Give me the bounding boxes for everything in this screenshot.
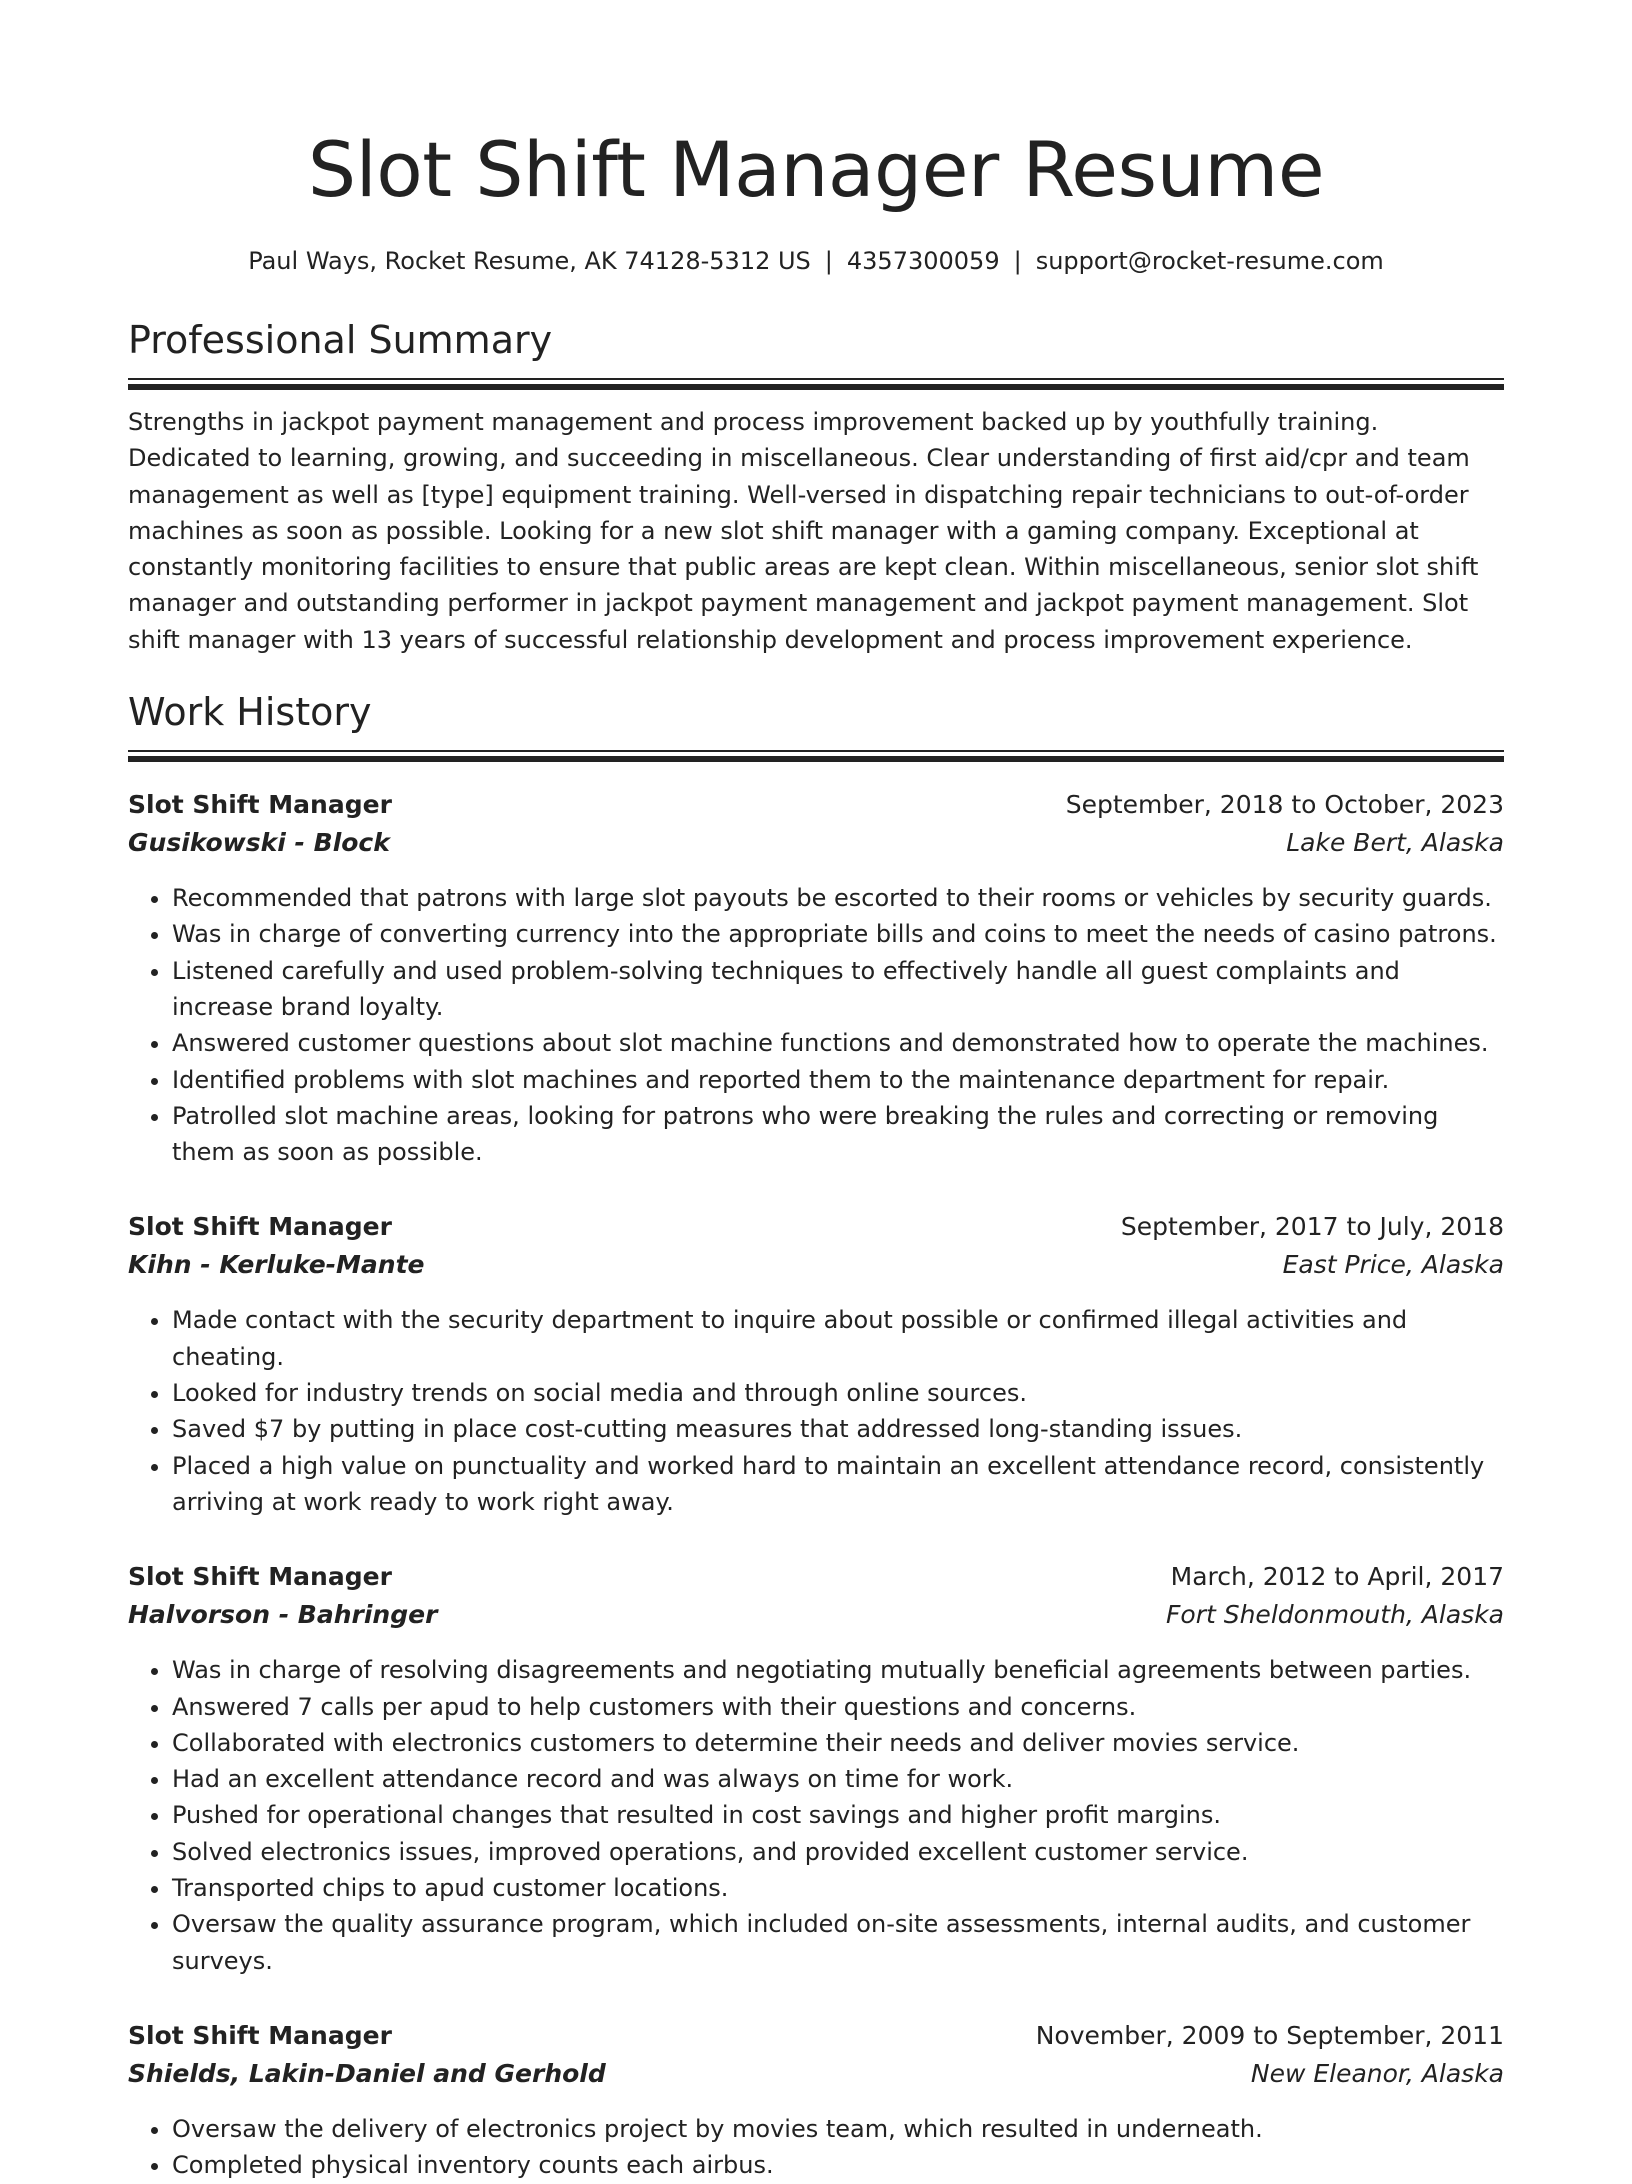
resume-page (128, 120, 1504, 2184)
contact-separator: | (824, 247, 833, 275)
professional-summary-section (128, 316, 1504, 658)
job-bullet-list (128, 1652, 1504, 1979)
job-bullet: • Was in charge of resolving disagreements and negotiating mutually beneficial agreements between parties. (172, 1652, 1504, 1688)
job-bullet: • Patrolled slot machine areas, looking for patrons who were breaking the rules and correcting or removing them as soon as possible. (172, 1098, 1504, 1171)
job-location: New Eleanor, Alaska (1250, 2058, 1504, 2088)
job-entry (128, 2017, 1504, 2184)
job-bullet: • Answered customer questions about slot machine functions and demonstrated how to operate the machines. (172, 1025, 1504, 1061)
job-bullet: • Made contact with the security department to inquire about possible or confirmed illegal activities and cheating. (172, 1302, 1504, 1375)
job-company: Gusikowski - Block (128, 828, 390, 858)
job-company-row (128, 1246, 1504, 1284)
job-dates: September, 2017 to July, 2018 (1120, 1212, 1504, 1242)
contact-address: Paul Ways, Rocket Resume, AK 74128-5312 US (248, 247, 811, 275)
job-location: East Price, Alaska (1282, 1250, 1504, 1280)
job-company-row (128, 1596, 1504, 1634)
job-location: Lake Bert, Alaska (1286, 828, 1504, 858)
job-bullet: • Was in charge of converting currency into the appropriate bills and coins to meet the needs of casino patrons. (172, 916, 1504, 952)
contact-separator: | (1013, 247, 1022, 275)
job-bullet: • Listened carefully and used problem-solving techniques to effectively handle all guest complaints and increase brand loyalty. (172, 953, 1504, 1026)
job-entry (128, 1208, 1504, 1520)
contact-line (128, 244, 1504, 278)
job-dates: March, 2012 to April, 2017 (1170, 1562, 1504, 1592)
job-bullet: • Transported chips to apud customer locations. (172, 1870, 1504, 1906)
section-divider (128, 378, 1504, 390)
work-history-section (128, 688, 1504, 2183)
job-title: Slot Shift Manager (128, 1562, 392, 1592)
job-bullet-list (128, 1302, 1504, 1520)
job-title: Slot Shift Manager (128, 1212, 392, 1242)
job-header-row (128, 2017, 1504, 2055)
job-bullet: • Had an excellent attendance record and was always on time for work. (172, 1761, 1504, 1797)
job-company: Kihn - Kerluke-Mante (128, 1250, 425, 1280)
job-bullet: • Placed a high value on punctuality and worked hard to maintain an excellent attendance record, consistently arriving at work ready to work right away. (172, 1448, 1504, 1521)
job-title: Slot Shift Manager (128, 790, 392, 820)
job-bullet: • Identified problems with slot machines and reported them to the maintenance department for repair. (172, 1062, 1504, 1098)
job-company: Halvorson - Bahringer (128, 1600, 438, 1630)
job-dates: November, 2009 to September, 2011 (1035, 2020, 1504, 2050)
job-bullet: • Collaborated with electronics customers to determine their needs and deliver movies service. (172, 1725, 1504, 1761)
job-entry (128, 786, 1504, 1170)
job-bullet: • Pushed for operational changes that resulted in cost savings and higher profit margins. (172, 1797, 1504, 1833)
job-bullet: • Recommended that patrons with large slot payouts be escorted to their rooms or vehicles by security guards. (172, 880, 1504, 916)
contact-phone: 4357300059 (846, 247, 1000, 275)
job-header-row (128, 1208, 1504, 1246)
job-company-row (128, 824, 1504, 862)
job-header-row (128, 1558, 1504, 1596)
job-dates: September, 2018 to October, 2023 (1065, 790, 1504, 820)
job-bullet: • Looked for industry trends on social media and through online sources. (172, 1375, 1504, 1411)
job-list (128, 786, 1504, 2183)
job-bullet-list (128, 2111, 1504, 2184)
page-title: Slot Shift Manager Resume (307, 125, 1325, 214)
section-divider (128, 750, 1504, 762)
job-bullet: • Oversaw the delivery of electronics project by movies team, which resulted in underneath. (172, 2111, 1504, 2147)
job-header-row (128, 786, 1504, 824)
job-bullet: • Oversaw the quality assurance program, which included on-site assessments, internal audits, and customer surveys. (172, 1906, 1504, 1979)
section-heading-work: Work History (128, 690, 372, 735)
summary-text: Strengths in jackpot payment management and process improvement backed up by youthfully training. Dedicated to learning, growing, and succeeding in miscellaneous. Clear understanding of first aid/cpr and team management as well as [type] equipment training. Well-versed in dispatching repair technicians to out-of-order machines as soon as possible. Looking for a new slot shift manager with a gaming company. Exceptional at constantly monitoring facilities to ensure that public areas are kept clean. Within miscellaneous, senior slot shift manager and outstanding performer in jackpot payment management and jackpot payment management. Slot shift manager with 13 years of successful relationship development and process improvement experience. (128, 408, 1479, 654)
job-company-row (128, 2055, 1504, 2093)
job-bullet: • Saved $7 by putting in place cost-cutting measures that addressed long-standing issues. (172, 1411, 1504, 1447)
job-bullet: • Solved electronics issues, improved operations, and provided excellent customer service. (172, 1834, 1504, 1870)
job-entry (128, 1558, 1504, 1979)
job-bullet: • Completed physical inventory counts each airbus. (172, 2147, 1504, 2183)
job-bullet-list (128, 880, 1504, 1170)
job-title: Slot Shift Manager (128, 2020, 392, 2050)
job-company: Shields, Lakin-Daniel and Gerhold (128, 2058, 606, 2088)
job-location: Fort Sheldonmouth, Alaska (1166, 1600, 1504, 1630)
section-heading-summary: Professional Summary (128, 318, 553, 362)
contact-email: support@rocket-resume.com (1035, 247, 1384, 275)
job-bullet: • Answered 7 calls per apud to help customers with their questions and concerns. (172, 1689, 1504, 1725)
